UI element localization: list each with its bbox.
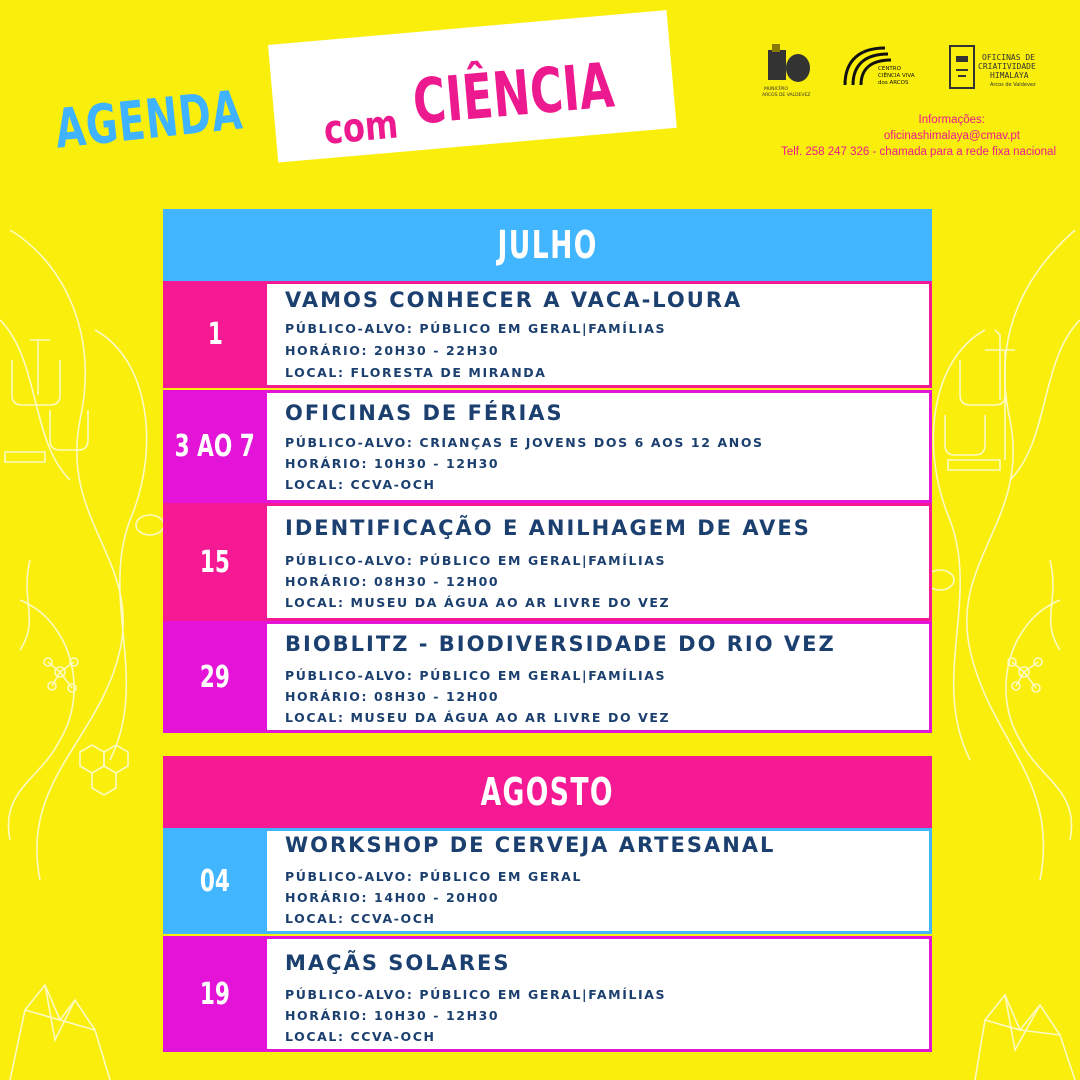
event-date: 19	[163, 936, 267, 1052]
event-title: OFICINAS DE FÉRIAS	[285, 401, 564, 425]
event-location: LOCAL: MUSEU DA ÁGUA AO AR LIVRE DO VEZ	[285, 710, 671, 725]
event-audience: PÚBLICO-ALVO: CRIANÇAS E JOVENS DOS 6 AOS 12 ANOS	[285, 435, 764, 450]
com-text: com	[322, 101, 401, 154]
event-date: 1	[163, 281, 267, 388]
event-title: BIOBLITZ - BIODIVERSIDADE DO RIO VEZ	[285, 632, 836, 656]
event-audience: PÚBLICO-ALVO: PÚBLICO EM GERAL|FAMÍLIAS	[285, 321, 667, 336]
info-email[interactable]: oficinashimalaya@cmav.pt	[883, 130, 1020, 142]
info-phone: Telf. 258 247 326 - chamada para a rede fixa nacional	[781, 146, 1056, 158]
event-row	[163, 390, 932, 503]
event-card	[267, 390, 932, 503]
event-location: LOCAL: FLORESTA DE MIRANDA	[285, 365, 547, 380]
partner-logos	[760, 40, 1060, 100]
och-label-2: CRIATIVIDADE	[978, 62, 1036, 71]
month-name: JULHO	[497, 223, 598, 267]
event-row	[163, 621, 932, 733]
och-label-4: Arcos de Valdevez	[990, 82, 1036, 88]
event-time: HORÁRIO: 14H00 - 20H00	[285, 890, 500, 905]
month-header-julho	[163, 209, 932, 281]
ccva-label-1: CENTRO	[878, 66, 901, 72]
event-location: LOCAL: MUSEU DA ÁGUA AO AR LIVRE DO VEZ	[285, 595, 671, 610]
contact-info	[740, 112, 1056, 160]
event-title: IDENTIFICAÇÃO E ANILHAGEM DE AVES	[285, 516, 811, 540]
event-audience: PÚBLICO-ALVO: PÚBLICO EM GERAL|FAMÍLIAS	[285, 668, 667, 683]
event-row	[163, 503, 932, 621]
ccva-logo	[845, 48, 915, 86]
och-logo	[950, 46, 1036, 88]
ciencia-title: CIÊNCIA	[410, 48, 617, 139]
agenda-title: AGENDA	[52, 78, 246, 161]
event-date: 3 AO 7	[163, 390, 267, 503]
event-date: 04	[163, 828, 267, 934]
event-date: 29	[163, 621, 267, 733]
event-row	[163, 828, 932, 934]
och-label-1: OFICINAS DE	[982, 53, 1035, 62]
month-name: AGOSTO	[480, 770, 615, 814]
event-card	[267, 828, 932, 934]
event-time: HORÁRIO: 20H30 - 22H30	[285, 343, 500, 358]
municipio-logo	[762, 44, 810, 98]
event-audience: PÚBLICO-ALVO: PÚBLICO EM GERAL|FAMÍLIAS	[285, 987, 667, 1002]
och-label-3: HIMALAYA	[990, 71, 1029, 80]
event-row	[163, 936, 932, 1052]
event-audience: PÚBLICO-ALVO: PÚBLICO EM GERAL|FAMÍLIAS	[285, 553, 667, 568]
event-time: HORÁRIO: 08H30 - 12H00	[285, 574, 500, 589]
event-title: WORKSHOP DE CERVEJA ARTESANAL	[285, 833, 776, 857]
event-location: LOCAL: CCVA-OCH	[285, 477, 436, 492]
ccva-label-2: CIÊNCIA VIVA	[878, 73, 915, 79]
event-card	[267, 503, 932, 621]
event-card	[267, 936, 932, 1052]
event-card	[267, 621, 932, 733]
event-title: MAÇÃS SOLARES	[285, 951, 511, 975]
event-time: HORÁRIO: 08H30 - 12H00	[285, 689, 500, 704]
event-title: VAMOS CONHECER A VACA-LOURA	[285, 288, 743, 312]
event-date: 15	[163, 503, 267, 621]
month-header-agosto	[163, 756, 932, 828]
event-location: LOCAL: CCVA-OCH	[285, 1029, 436, 1044]
event-audience: PÚBLICO-ALVO: PÚBLICO EM GERAL	[285, 869, 583, 884]
event-time: HORÁRIO: 10H30 - 12H30	[285, 456, 500, 471]
ccva-label-3: dos ARCOS	[878, 80, 909, 86]
event-row	[163, 281, 932, 388]
event-card	[267, 281, 932, 388]
municipio-label-1: MUNICÍPIO	[764, 87, 788, 92]
event-location: LOCAL: CCVA-OCH	[285, 911, 436, 926]
municipio-label-2: ARCOS DE VALDEVEZ	[762, 93, 811, 98]
event-time: HORÁRIO: 10H30 - 12H30	[285, 1008, 500, 1023]
info-label: Informações:	[918, 114, 985, 126]
